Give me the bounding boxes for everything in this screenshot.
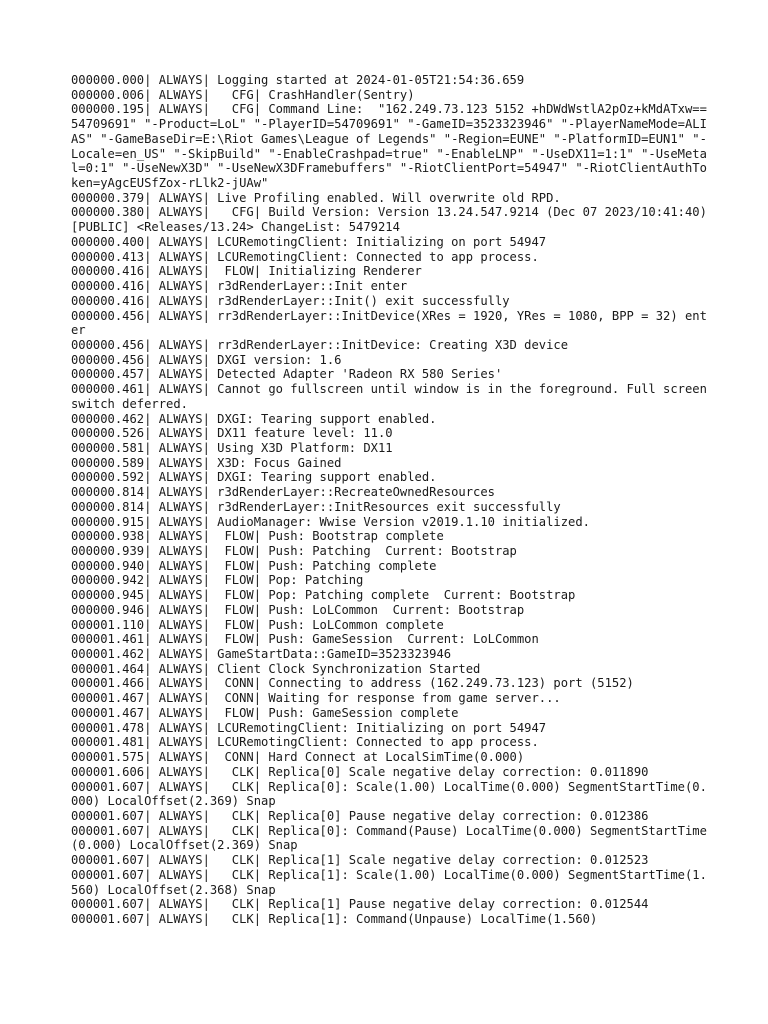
log-line: 000001.467| ALWAYS| FLOW| Push: GameSession complete <box>71 705 459 720</box>
log-document <box>71 73 715 927</box>
log-line: 000000.379| ALWAYS| Live Profiling enabled. Will overwrite old RPD. <box>71 190 561 205</box>
log-line: 000001.478| ALWAYS| LCURemotingClient: Initializing on port 54947 <box>71 720 547 735</box>
log-line: 000001.607| ALWAYS| CLK| Replica[0]: Command(Pause) LocalTime(0.000) SegmentStartTime(0.000) LocalOffset(2.369) Snap <box>71 823 707 853</box>
log-line: 000000.939| ALWAYS| FLOW| Push: Patching Current: Bootstrap <box>71 544 517 558</box>
log-line: 000000.456| ALWAYS| rr3dRenderLayer::InitDevice(XRes = 1920, YRes = 1080, BPP = 32) enter <box>71 308 707 338</box>
log-line: 000000.526| ALWAYS| DX11 feature level: 11.0 <box>71 426 393 441</box>
log-line: 000000.592| ALWAYS| DXGI: Tearing support enabled. <box>71 470 437 485</box>
log-line: 000001.607| ALWAYS| CLK| Replica[0]: Scale(1.00) LocalTime(0.000) SegmentStartTime(0.000) LocalOffset(2.369) Snap <box>71 779 707 809</box>
log-line: 000000.461| ALWAYS| Cannot go fullscreen until window is in the foreground. Full screen switch deferred. <box>71 382 715 411</box>
log-line: 000001.481| ALWAYS| LCURemotingClient: Connected to app process. <box>71 735 539 750</box>
log-line: 000000.456| ALWAYS| rr3dRenderLayer::InitDevice: Creating X3D device <box>71 337 569 352</box>
log-line: 000001.606| ALWAYS| CLK| Replica[0] Scale negative delay correction: 0.011890 <box>71 764 649 779</box>
log-line: 000000.940| ALWAYS| FLOW| Push: Patching complete <box>71 558 437 573</box>
log-line: 000001.607| ALWAYS| CLK| Replica[1]: Scale(1.00) LocalTime(0.000) SegmentStartTime(1.560) LocalOffset(2.368) Snap <box>71 867 707 897</box>
log-line: 000001.607| ALWAYS| CLK| Replica[0] Pause negative delay correction: 0.012386 <box>71 808 649 823</box>
log-line: 000000.195| ALWAYS| CFG| Command Line: "162.249.73.123 5152 +hDWdWstlA2pOz+kMdATxw== 54709691" "-Product=LoL" "-PlayerID=54709691" "-GameID=3523323946" "-PlayerNameMode=ALIAS" "-GameBaseDir=E:\Riot Games\League of Legends" "-Region=EUNE" "-PlatformID=EUN1" "-Locale=en_US" "-SkipBuild" "-EnableCrashpad=true" "-EnableLNP" "-UseDX11=1:1" "-UseMetal=0:1" "-UseNewX3D" "-UseNewX3DFramebuffers" "-RiotClientPort=54947" "-RiotClientAuthToken=yAgcEUSfZox-rLlk2-jUAw" <box>71 102 715 191</box>
log-line: 000001.607| ALWAYS| CLK| Replica[1]: Command(Unpause) LocalTime(1.560) <box>71 911 598 926</box>
log-line: 000001.607| ALWAYS| CLK| Replica[1] Pause negative delay correction: 0.012544 <box>71 897 649 912</box>
log-line: 000000.000| ALWAYS| Logging started at 2024-01-05T21:54:36.659 <box>71 73 525 87</box>
log-line: 000000.946| ALWAYS| FLOW| Push: LoLCommon Current: Bootstrap <box>71 602 525 617</box>
log-line: 000000.814| ALWAYS| r3dRenderLayer::RecreateOwnedResources <box>71 485 495 500</box>
log-line: 000000.938| ALWAYS| FLOW| Push: Bootstrap complete <box>71 529 444 544</box>
log-lines <box>71 73 715 927</box>
log-line: 000001.607| ALWAYS| CLK| Replica[1] Scale negative delay correction: 0.012523 <box>71 853 649 868</box>
log-line: 000001.466| ALWAYS| CONN| Connecting to address (162.249.73.123) port (5152) <box>71 676 634 691</box>
log-line: 000000.400| ALWAYS| LCURemotingClient: Initializing on port 54947 <box>71 234 547 249</box>
log-line: 000000.416| ALWAYS| r3dRenderLayer::Init enter <box>71 279 408 294</box>
log-line: 000001.461| ALWAYS| FLOW| Push: GameSession Current: LoLCommon <box>71 632 539 647</box>
log-line: 000000.416| ALWAYS| FLOW| Initializing Renderer <box>71 264 422 279</box>
log-line: 000000.915| ALWAYS| AudioManager: Wwise Version v2019.1.10 initialized. <box>71 514 590 529</box>
log-line: 000000.380| ALWAYS| CFG| Build Version: Version 13.24.547.9214 (Dec 07 2023/10:41:40) [PUBLIC] <Releases/13.24> ChangeList: 5479214 <box>71 205 715 235</box>
log-line: 000000.945| ALWAYS| FLOW| Pop: Patching complete Current: Bootstrap <box>71 588 576 603</box>
log-line: 000000.416| ALWAYS| r3dRenderLayer::Init() exit successfully <box>71 293 510 308</box>
log-line: 000000.942| ALWAYS| FLOW| Pop: Patching <box>71 573 364 588</box>
log-line: 000000.814| ALWAYS| r3dRenderLayer::InitResources exit successfully <box>71 499 561 514</box>
log-line: 000000.581| ALWAYS| Using X3D Platform: DX11 <box>71 440 393 455</box>
log-line: 000001.575| ALWAYS| CONN| Hard Connect at LocalSimTime(0.000) <box>71 750 525 765</box>
log-line: 000000.462| ALWAYS| DXGI: Tearing support enabled. <box>71 411 437 426</box>
log-line: 000001.110| ALWAYS| FLOW| Push: LoLCommon complete <box>71 617 444 632</box>
log-line: 000000.589| ALWAYS| X3D: Focus Gained <box>71 455 342 470</box>
log-line: 000001.464| ALWAYS| Client Clock Synchronization Started <box>71 661 481 676</box>
log-line: 000001.467| ALWAYS| CONN| Waiting for response from game server... <box>71 691 561 706</box>
log-line: 000001.462| ALWAYS| GameStartData::GameID=3523323946 <box>71 647 452 662</box>
log-line: 000000.457| ALWAYS| Detected Adapter 'Radeon RX 580 Series' <box>71 367 503 382</box>
log-line: 000000.456| ALWAYS| DXGI version: 1.6 <box>71 352 342 367</box>
log-line: 000000.413| ALWAYS| LCURemotingClient: Connected to app process. <box>71 249 539 264</box>
log-line: 000000.006| ALWAYS| CFG| CrashHandler(Sentry) <box>71 87 415 102</box>
